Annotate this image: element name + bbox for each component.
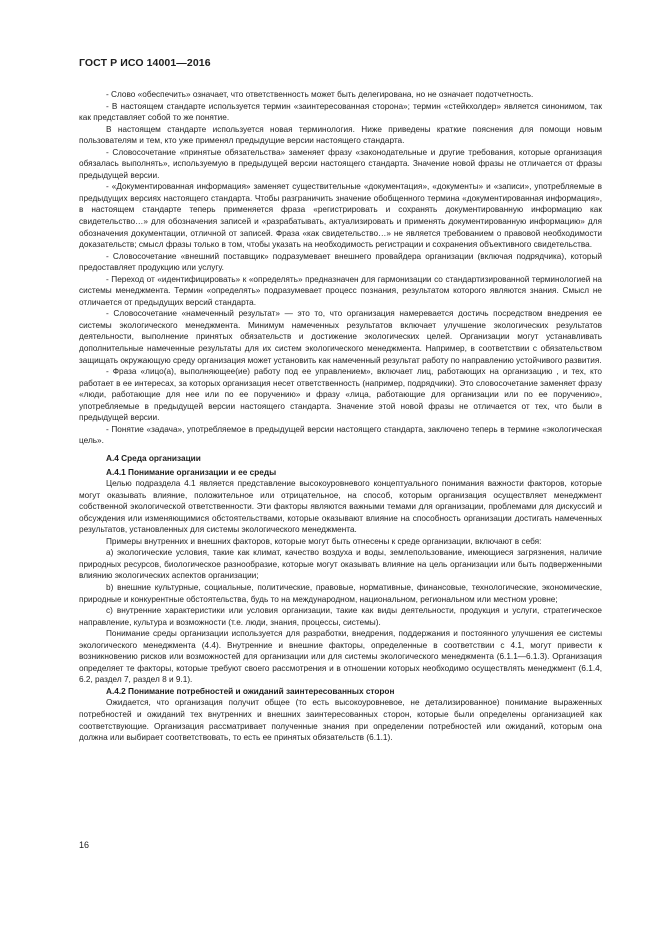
paragraph: - В настоящем стандарте используется термин «заинтересованная сторона»; термин «стейкхолдер» является синонимом, так как представляет собой то же понятие. xyxy=(79,101,602,123)
page-number: 16 xyxy=(79,840,90,850)
paragraph: - «Документированная информация» заменяет существительные «документация», «документы» и «записи», употребляемые в предыдущих версиях настоящего стандарта. Чтобы разграничить значение обобщенного термина «документированная информация», в настоящем стандарте теперь применяется фраза «регистрировать и сохранять документированную информацию как свидетельство…» для обозначения записей и «разрабатывать, актуализировать и применять документированную информацию» для обозначения документации, отличной от записей. Фраза «как свидетельство…» не является требованием о правовой необходимости доказательств; смысл фразы только в том, чтобы указать на необходимость регистрации и сохранения объективного свидетельства. xyxy=(79,182,602,250)
subsection-heading-a4-1: А.4.1 Понимание организации и ее среды xyxy=(106,467,277,477)
list-item: a) экологические условия, такие как климат, качество воздуха и воды, землепользование, имеющиеся загрязнения, наличие природных ресурсов, биологическое разнообразие, которые могут оказывать влияние на цель организации или быть подверженными влиянию экологических аспектов организации; xyxy=(79,548,602,581)
document-header: ГОСТ Р ИСО 14001—2016 xyxy=(79,57,211,69)
subsection-heading-a4-2: А.4.2 Понимание потребностей и ожиданий заинтересованных сторон xyxy=(106,686,395,696)
paragraph: - Словосочетание «внешний поставщик» подразумевает внешнего провайдера организации (включая подрядчика), который предоставляет продукцию или услугу. xyxy=(79,251,602,273)
paragraph: Примеры внутренних и внешних факторов, которые могут быть отнесены к среде организации, включают в себя: xyxy=(106,536,542,546)
paragraph: В настоящем стандарте используется новая терминология. Ниже приведены краткие пояснения для помощи новым пользователям и тем, кто уже применял предыдущие версии настоящего стандарта. xyxy=(79,124,602,146)
paragraph: Целью подраздела 4.1 является представление высокоуровневого концептуального понимания важности факторов, которые могут оказывать влияние, положительное или отрицательное, на способ, которым организация осуществляет менеджмент собственной экологической ответственности. Эти факторы являются важными темами для организации, проблемами для дискуссий и обсуждения или изменяющимися обстоятельствами, которые оказывают влияние на способность организации достигать намеченных результатов, установленных для системы экологического менеджмента. xyxy=(79,479,602,535)
paragraph: - Переход от «идентифицировать» к «определять» предназначен для гармонизации со стандартизированной терминологией на системы менеджмента. Термин «определять» подразумевает процесс познания, результатом которого являются знания. Смысл не отличается от предыдущих версий стандарта. xyxy=(79,274,602,307)
list-item: b) внешние культурные, социальные, политические, правовые, нормативные, финансовые, технологические, экономические, природные и конкурентные обстоятельства, будь то на международном, национальном, региональном или местном уровне; xyxy=(79,582,602,604)
paragraph: - Понятие «задача», употребляемое в предыдущей версии настоящего стандарта, заключено теперь в термине «экологическая цель». xyxy=(79,424,602,446)
section-heading-a4: А.4 Среда организации xyxy=(106,453,201,463)
paragraph: - Слово «обеспечить» означает, что ответственность может быть делегирована, но не означает подотчетность. xyxy=(106,90,534,99)
paragraph: - Словосочетание «принятые обязательства» заменяет фразу «законодательные и другие требования, которые организация обязалась выполнять», используемую в предыдущей версии настоящего стандарта. Значение новой фразы не отличается от фразы предыдущей версии. xyxy=(79,147,602,180)
page-body xyxy=(79,89,602,744)
paragraph: - Словосочетание «намеченный результат» — это то, что организация намеревается достичь посредством внедрения ее системы экологического менеджмента. Минимум намеченных результатов включает улучшение экологических результатов деятельности, выполнение принятых обязательств и достижение экологических целей. Организации могут устанавливать дополнительные намеченные результаты для их систем экологического менеджмента. Например, в соответствии с обязательством защищать окружающую среду организация может установить как намеченный результат работу по направлению устойчивого развития. xyxy=(79,309,602,365)
paragraph: Понимание среды организации используется для разработки, внедрения, поддержания и постоянного улучшения ее системы экологического менеджмента (4.4). Внутренние и внешние факторы, определенные в соответствии с 4.1, могут привести к возникновению рисков или возможностей для организации или для системы экологического менеджмента (6.1.1—6.1.3). Организация определяет те факторы, которые требуют своего рассмотрения и в отношении которых необходимо осуществлять менеджмент (6.1.4, 6.2, раздел 7, раздел 8 и 9.1). xyxy=(79,629,602,685)
list-item: c) внутренние характеристики или условия организации, такие как виды деятельности, продукция и услуги, стратегическое направление, культура и возможности (т.е. люди, знания, процессы, системы). xyxy=(79,606,602,627)
paragraph: Ожидается, что организация получит общее (то есть высокоуровневое, не детализированное) понимание выраженных потребностей и ожиданий тех внутренних и внешних заинтересованных сторон, которые были определены организацией как соответствующие. Организация рассматривает полученные знания при определении потребностей или ожиданий, которым она должна или выбирает соответствовать, то есть ее принятых обязательств (6.1.1). xyxy=(79,698,602,743)
paragraph: - Фраза «лицо(а), выполняющее(ие) работу под ее управлением», включает лиц, работающих на организацию , и тех, кто работает в ее интересах, за которых организация несет ответственность (например, подрядчики). Это словосочетание заменяет фразу «люди, работающие для нее или по ее поручению» и фразу «лица, работающие для организации или по ее поручению», употребляемые в предыдущей версии настоящего стандарта. Значение этой новой фразы не отличается от тех, что были в предыдущей версии. xyxy=(79,367,602,423)
